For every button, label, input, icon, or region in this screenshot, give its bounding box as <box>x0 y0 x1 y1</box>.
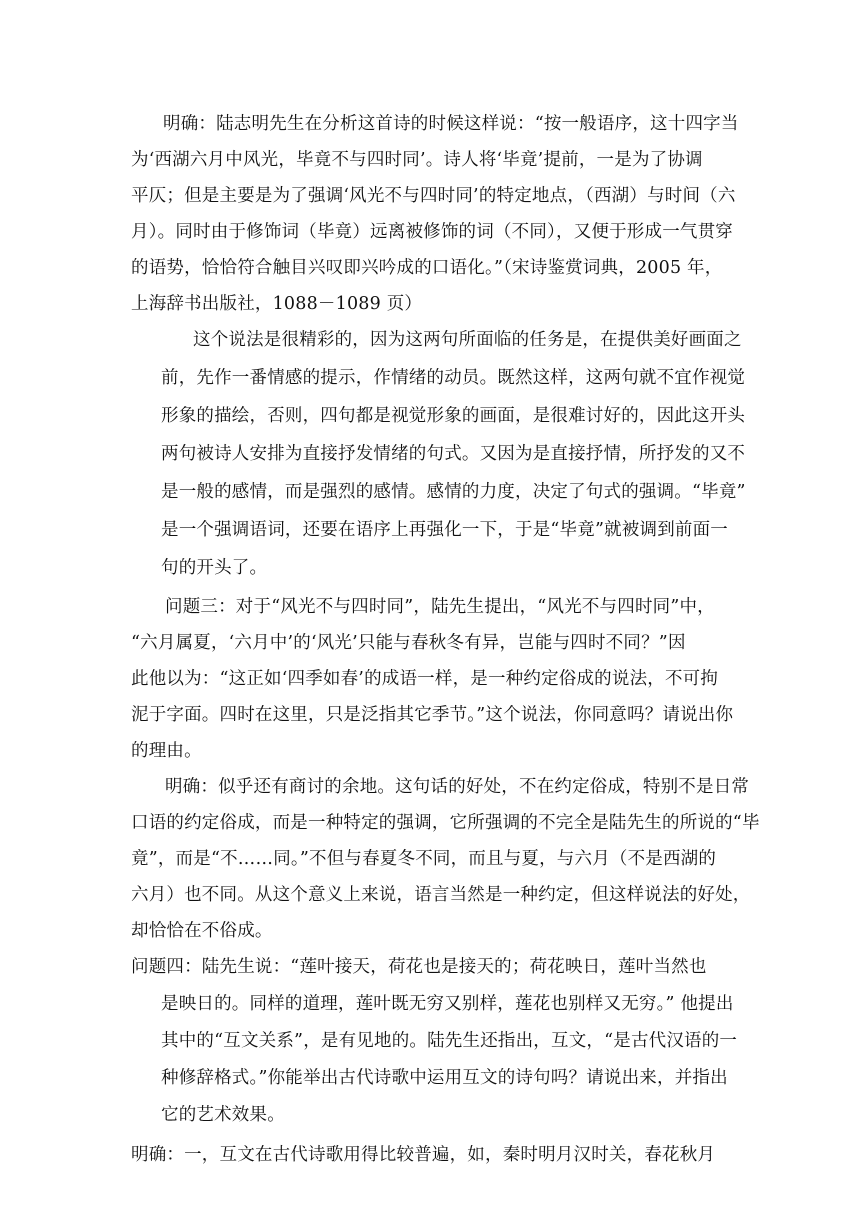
text-line: 明确：似乎还有商讨的余地。这句话的好处，不在约定俗成，特别不是日常 <box>165 777 750 797</box>
text-line: 泥于字面。四时在这里，只是泛指其它季节。”这个说法，你同意吗？请说出你 <box>131 705 734 725</box>
text-line: 明确：一，互文在古代诗歌用得比较普遍，如，秦时明月汉时关，春花秋月 <box>131 1145 716 1165</box>
text-line: 问题三：对于“风光不与四时同”，陆先生提出，“风光不与四时同”中， <box>165 597 715 617</box>
text-line: 是映日的。同样的道理，莲叶既无穷又别样，莲花也别样又无穷。” 他提出 <box>161 994 734 1014</box>
text-line: 上海辞书出版社，1088－1089 页） <box>131 294 423 314</box>
text-line: 前，先作一番情感的提示，作情绪的动员。既然这样，这两句就不宜作视觉 <box>161 368 746 388</box>
text-line: 为‘西湖六月中风光，毕竟不与四时同’。诗人将‘毕竟’提前，一是为了协调 <box>131 150 703 170</box>
text-line: 它的艺术效果。 <box>161 1105 285 1125</box>
text-line: 形象的描绘，否则，四句都是视觉形象的画面，是很难讨好的，因此这开头 <box>161 406 746 426</box>
text-line: “六月属夏，‘六月中’的‘风光’只能与春秋冬有异，岂能与四时不同？”因 <box>131 633 686 653</box>
text-line: 种修辞格式。”你能举出古代诗歌中运用互文的诗句吗？请说出来，并指出 <box>161 1068 728 1088</box>
text-line: 月）。同时由于修饰词（毕竟）远离被修饰的词（不同），又便于形成一气贯穿 <box>131 222 733 242</box>
text-line: 的理由。 <box>131 741 202 761</box>
text-line: 其中的“互文关系”，是有见地的。陆先生还指出，互文，“是古代汉语的一 <box>161 1031 738 1051</box>
text-line: 句的开头了。 <box>161 558 268 578</box>
text-line: 六月）也不同。从这个意义上来说，语言当然是一种约定，但这样说法的好处， <box>131 885 751 905</box>
text-line: 口语的约定俗成，而是一种特定的强调，它所强调的不完全是陆先生的所说的“毕 <box>131 813 760 833</box>
text-line: 是一般的感情，而是强烈的感情。感情的力度，决定了句式的强调。“毕竟” <box>161 482 746 502</box>
text-line: 的语势，恰恰符合触目兴叹即兴吟成的口语化。”（宋诗鉴赏词典，2005 年， <box>131 258 723 278</box>
text-line: 这个说法是很精彩的，因为这两句所面临的任务是，在提供美好画面之 <box>193 330 742 350</box>
text-line: 问题四：陆先生说：“莲叶接天，荷花也是接天的；荷花映日，莲叶当然也 <box>131 957 707 977</box>
text-line: 此他以为：“这正如‘四季如春’的成语一样，是一种约定俗成的说法，不可拘 <box>131 669 719 689</box>
text-line: 是一个强调语词，还要在语序上再强化一下，于是“毕竟”就被调到前面一 <box>161 520 728 540</box>
text-line: 却恰恰在不俗成。 <box>131 921 273 941</box>
text-line: 竟”，而是“不……同。”不但与春夏冬不同，而且与夏，与六月（不是西湖的 <box>131 849 717 869</box>
text-line: 平仄；但是主要是为了强调‘风光不与四时同’的特定地点，（西湖）与时间（六 <box>131 186 736 206</box>
text-line: 两句被诗人安排为直接抒发情绪的句式。又因为是直接抒情，所抒发的又不 <box>161 444 746 464</box>
text-line: 明确：陆志明先生在分析这首诗的时候这样说：“按一般语序，这十四字当 <box>163 114 739 134</box>
